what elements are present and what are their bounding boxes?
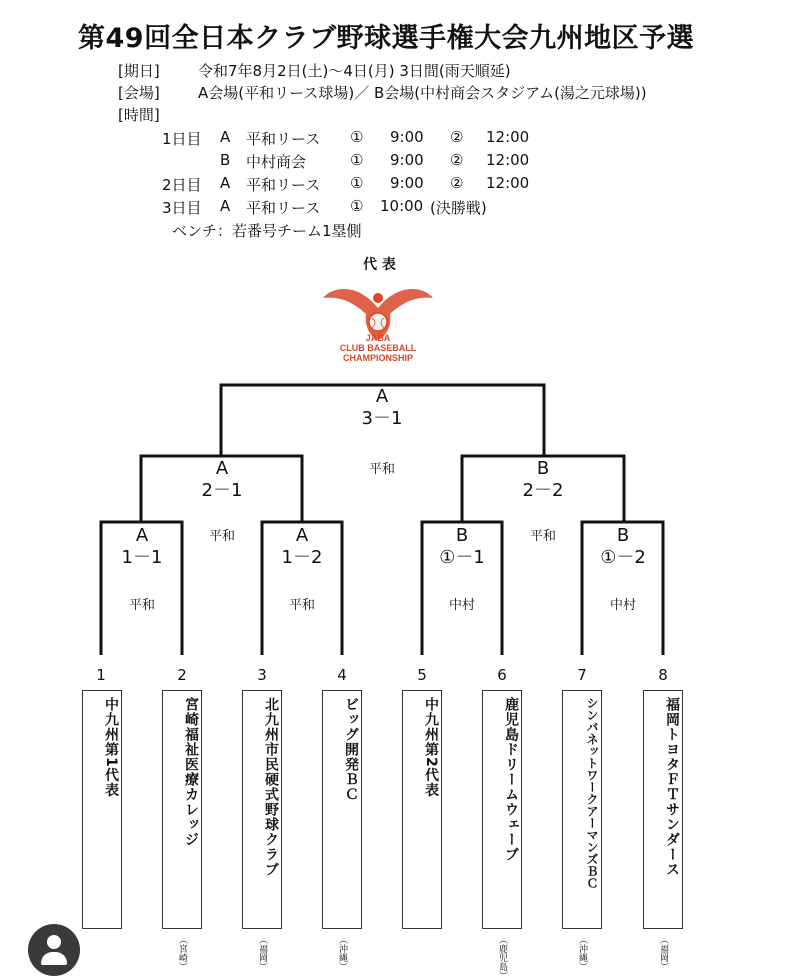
team-name: 宮崎福祉医療カレッジ [183,697,199,847]
quarter-node-2 [262,525,342,569]
team-number: 2 [177,666,187,684]
team-prefecture: （鹿児島） [497,935,507,980]
team-name: ビッグ開発ＢＣ [343,697,359,802]
quarter-court: B [455,525,469,546]
quarter-node-4 [583,525,663,569]
team-number: 6 [497,666,507,684]
team-box [82,690,122,929]
quarter-venue: 中村 [609,598,636,613]
quarter-court: B [616,525,630,546]
team-box [482,690,522,929]
quarter-court: A [135,525,149,546]
venue-label: [会場] [118,84,160,102]
team-box [242,690,282,929]
quarter-venue: 平和 [128,598,155,613]
schedule-time2: 12:00 [486,151,530,169]
semi-node-right [503,458,583,502]
team-number: 7 [577,666,587,684]
schedule-slot1: ① [350,128,364,146]
quarter-score: 1－1 [121,547,163,568]
schedule-slot2: ② [450,174,464,192]
team-name: 中九州第2代表 [423,697,439,798]
quarter-venue: 中村 [448,598,475,613]
semi-venue: 平和 [529,529,556,544]
final-score: 3－1 [361,408,403,429]
quarter-score: ①－2 [600,547,646,568]
user-icon [47,935,61,949]
team-prefecture: （宮崎） [177,935,187,971]
quarter-node-1 [102,525,182,569]
final-node [342,386,422,430]
team-number: 8 [658,666,668,684]
team-number: 1 [96,666,106,684]
schedule-time1: 10:00 [380,197,424,215]
schedule-court: A [220,128,231,146]
quarter-court: A [295,525,309,546]
schedule-slot2: (決勝戦) [430,199,487,217]
team-box [402,690,442,929]
schedule-time1: 9:00 [390,151,424,169]
schedule-day: 2日目 [162,176,202,194]
winner-label: 代 表 [363,257,396,273]
schedule-court: A [220,174,231,192]
team-box [322,690,362,929]
schedule-time2: 12:00 [486,174,530,192]
team-prefecture: （福岡） [257,935,267,971]
team-number: 5 [417,666,427,684]
page-title: 第49回全日本クラブ野球選手権大会九州地区予選 [78,23,695,54]
period-value: 令和7年8月2日(土)～4日(月) 3日間(雨天順延) [198,62,511,80]
schedule-day: 1日目 [162,130,202,148]
team-prefecture: （福岡） [658,935,668,971]
schedule-slot1: ① [350,197,364,215]
logo-line-2: CLUB BASEBALL [339,343,417,353]
schedule-venue: 平和リース [246,130,321,148]
final-venue: 平和 [368,462,395,477]
schedule-venue: 平和リース [246,176,321,194]
schedule-venue: 中村商会 [246,153,307,171]
bench-note: ベンチ：若番号チーム1塁側 [172,222,362,240]
quarter-node-3 [422,525,502,569]
team-number: 4 [337,666,347,684]
schedule-slot2: ② [450,128,464,146]
team-number: 3 [257,666,267,684]
team-prefecture: （沖縄） [577,935,587,971]
schedule-slot1: ① [350,151,364,169]
team-name: シンバネットワークアーマンズＢＣ [585,697,599,889]
team-box [162,690,202,929]
team-name: 鹿児島ドリームウェーブ [503,697,519,862]
schedule-court: B [220,151,231,169]
team-name: 福岡トヨタＦＴサンダース [664,697,680,877]
semi-node-left [182,458,262,502]
schedule-court: A [220,197,231,215]
logo-line-1: JABA [365,333,391,343]
schedule-time2: 12:00 [486,128,530,146]
team-box [643,690,683,929]
team-prefecture: （沖縄） [337,935,347,971]
venue-value: A会場(平和リース球場)／ B会場(中村商会スタジアム(湯之元球場)) [198,84,647,102]
semi-venue: 平和 [208,529,235,544]
profile-avatar-button[interactable] [28,924,80,976]
final-court: A [375,386,389,407]
semi-court: B [536,458,550,479]
quarter-score: 1－2 [281,547,323,568]
team-box [562,690,602,929]
semi-court: A [215,458,229,479]
team-name: 北九州市民硬式野球クラブ [263,697,279,877]
time-label: [時間] [118,106,160,124]
schedule-venue: 平和リース [246,199,321,217]
quarter-venue: 平和 [288,598,315,613]
schedule-slot1: ① [350,174,364,192]
team-name: 中九州第1代表 [103,697,119,798]
semi-score: 2－1 [201,480,243,501]
quarter-score: ①－1 [439,547,485,568]
schedule-time1: 9:00 [390,174,424,192]
semi-score: 2－2 [522,480,564,501]
logo-line-3: CHAMPIONSHIP [342,353,413,363]
schedule-time1: 9:00 [390,128,424,146]
schedule-day: 3日目 [162,199,202,217]
schedule-slot2: ② [450,151,464,169]
period-label: [期日] [118,62,160,80]
